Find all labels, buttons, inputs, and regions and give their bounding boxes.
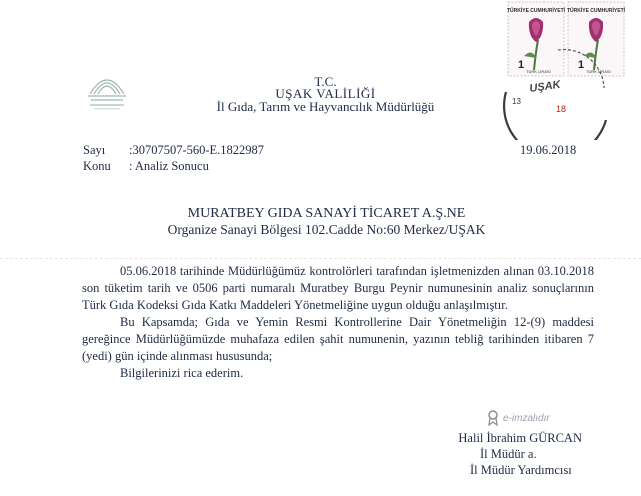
postmark-city: UŞAK <box>528 78 562 95</box>
revenue-stamps <box>496 0 641 140</box>
letter-body <box>82 263 594 382</box>
stamp2-value: 1 <box>578 59 585 71</box>
sayi-label: Sayı <box>83 143 106 157</box>
signer-title-2: İl Müdür Yardımcısı <box>470 463 572 477</box>
e-signature-icon <box>487 410 499 426</box>
body-paragraph-1: 05.06.2018 tarihinde Müdürlüğümüz kontrolörleri tarafından işletmenizden alınan 03.10.2018 son tüketim tarih ve 0506 parti numaralı Muratbey Burgu Peynir numunesinin analiz sonuçlarının Türk Gıda Kodeksi Gıda Katkı Maddeleri Yönetmeliğine uygun olduğu anlaşılmıştır. <box>82 264 594 312</box>
sayi-value: :30707507-560-E.1822987 <box>129 143 265 157</box>
konu-label: Konu <box>83 159 111 173</box>
recipient-name: MURATBEY GIDA SANAYİ TİCARET A.Ş.NE <box>187 206 466 221</box>
scan-divider <box>0 258 641 260</box>
stamp1-bottom-text: TÜRK LİRASI <box>526 69 551 74</box>
body-paragraph-2: Bu Kapsamda; Gıda ve Yemin Resmi Kontrollerine Dair Yönetmeliğin 12-(9) maddesi gereğince Müdürlüğümüzde muhafaza edilen şahit numunenin, yazının tebliğ tarihinden itibaren 7 (yedi) gün içinde alınması hususunda; <box>82 315 594 363</box>
body-paragraph-3: Bilgilerinizi rica ederim. <box>120 366 244 380</box>
stamp1-top-text: TÜRKİYE CUMHURİYETİ <box>506 8 566 14</box>
signer-name: Halil İbrahim GÜRCAN <box>458 431 582 445</box>
recipient-address: Organize Sanayi Bölgesi 102.Cadde No:60 Merkez/UŞAK <box>167 222 486 237</box>
stamp1-value: 1 <box>518 59 525 71</box>
stamp2-bottom-text: TÜRK LİRASI <box>586 69 611 74</box>
document-date: 19.06.2018 <box>520 143 577 157</box>
signer-title-1: İl Müdür a. <box>480 447 537 461</box>
konu-value: : Analiz Sonucu <box>129 159 209 173</box>
header-directorate: İl Gıda, Tarım ve Hayvancılık Müdürlüğü <box>216 99 435 114</box>
header-governorship: UŞAK VALİLİĞİ <box>275 86 376 101</box>
postmark-date: 18 <box>556 104 567 114</box>
header-tc: T.C. <box>314 74 337 89</box>
e-signature-label: e-imzalıdır <box>503 413 550 424</box>
postmark-number: 13 <box>512 97 521 106</box>
stamp2-top-text: TÜRKİYE CUMHURİYETİ <box>566 8 626 14</box>
